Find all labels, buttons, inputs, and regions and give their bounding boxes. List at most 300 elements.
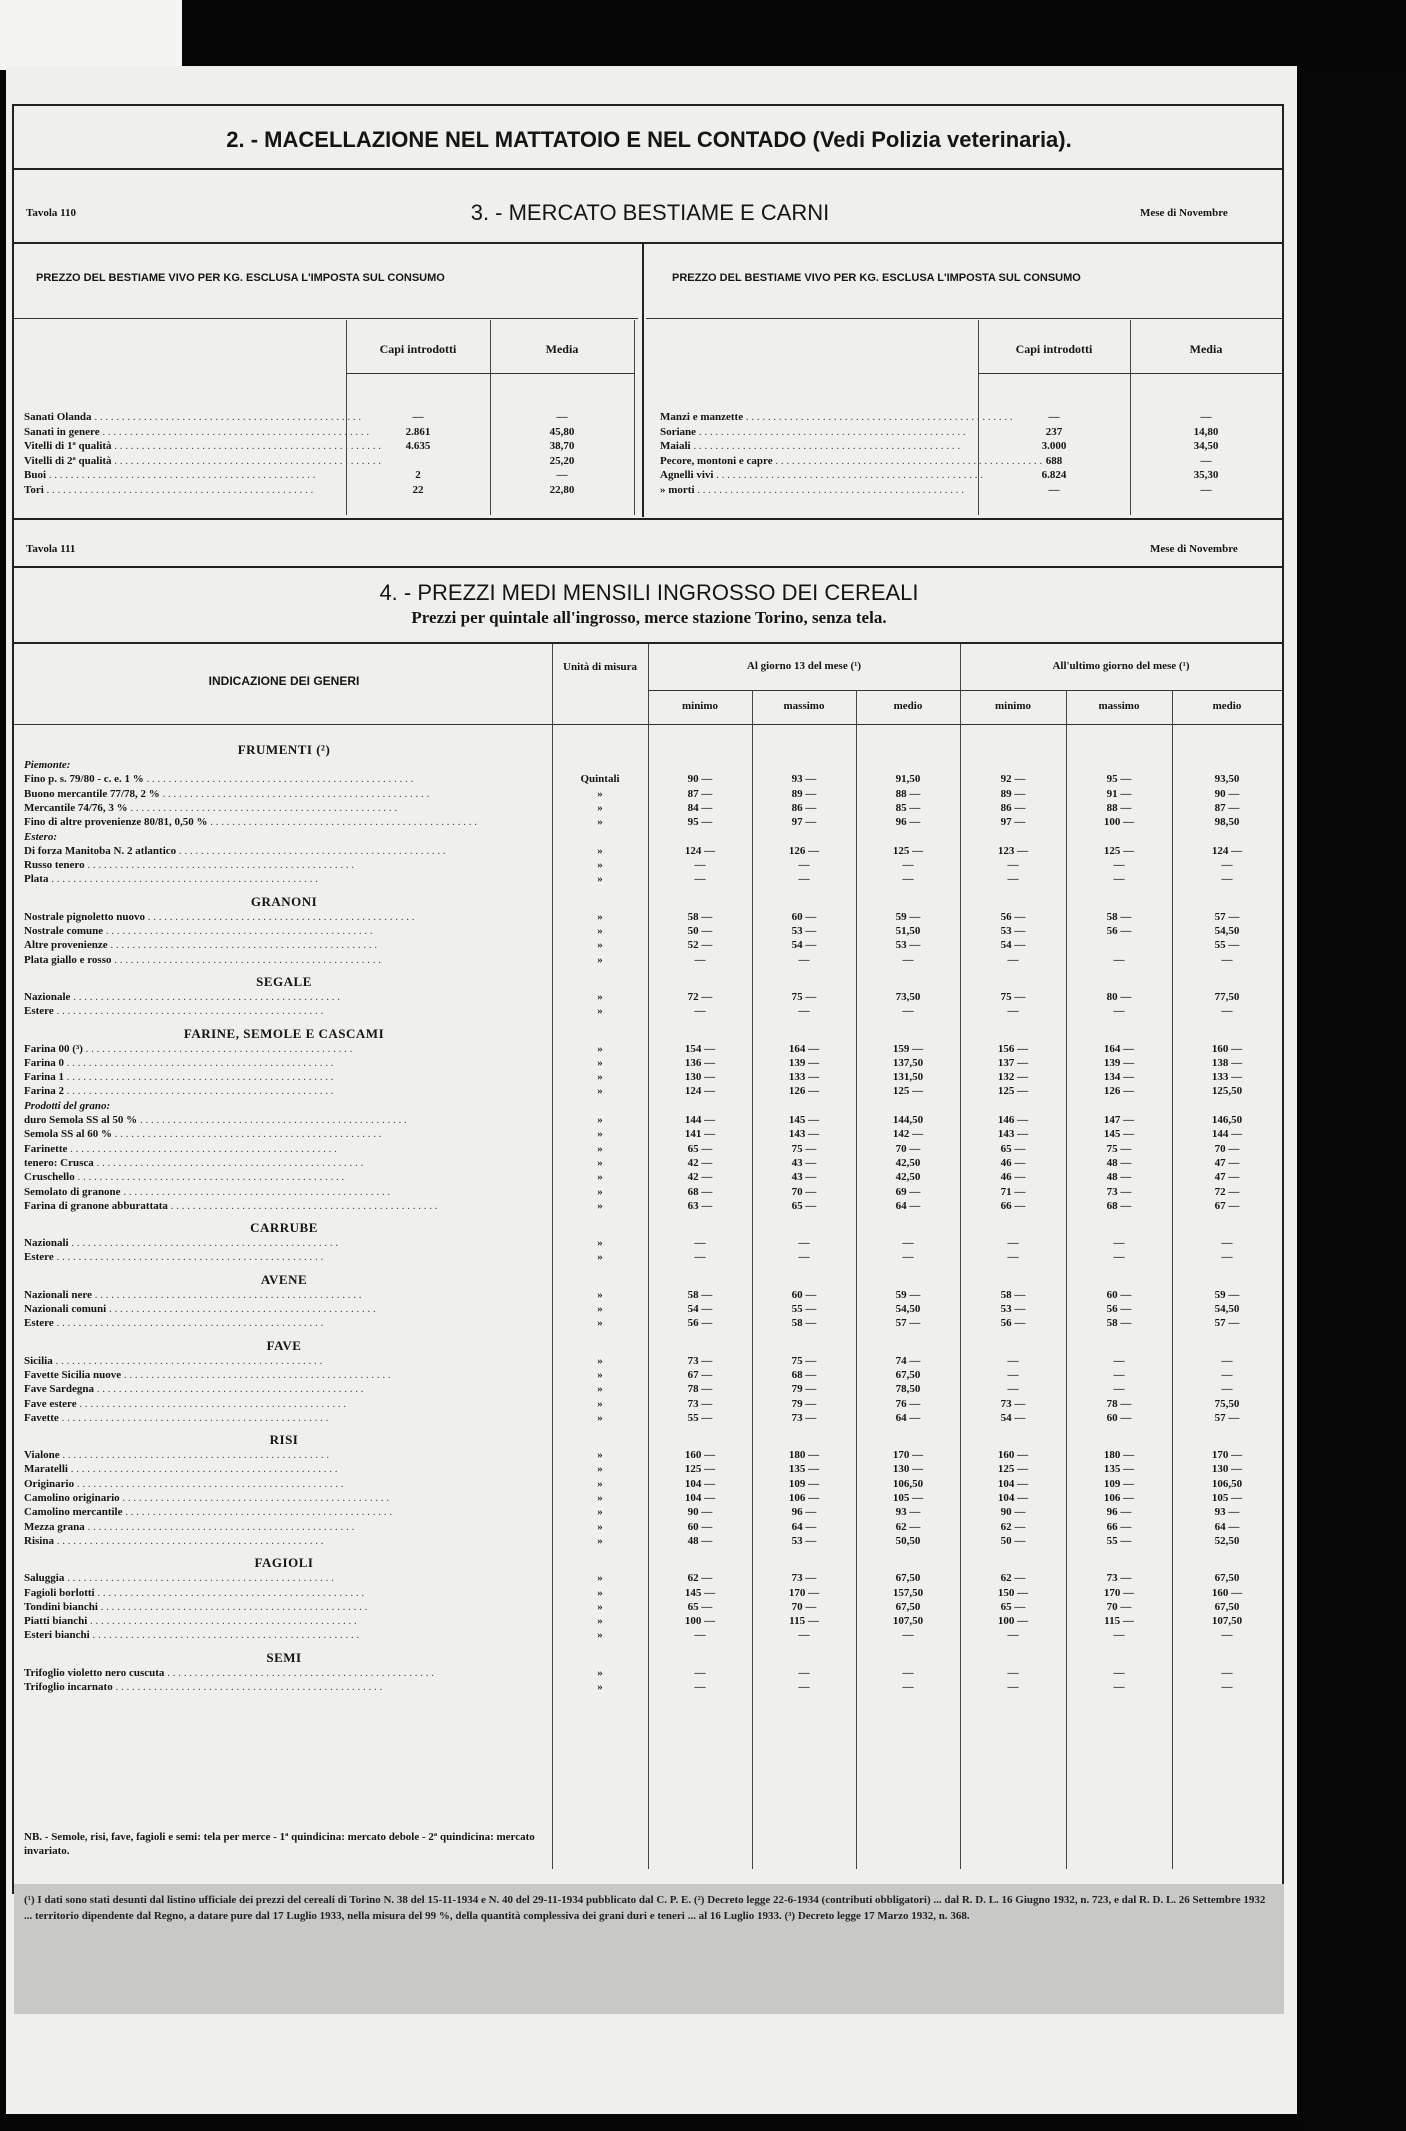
price-cell: 54 — bbox=[1000, 939, 1026, 952]
commodity-name: Nazionali nere bbox=[24, 1288, 92, 1301]
commodity-name: Farina di granone abburattata bbox=[24, 1199, 168, 1212]
price-cell: 130 — bbox=[892, 1463, 924, 1476]
unit-cell: » bbox=[597, 1572, 603, 1585]
price-cell: — bbox=[1007, 1368, 1019, 1381]
unit-cell: » bbox=[597, 1171, 603, 1184]
sub-header-medio: medio bbox=[1212, 700, 1242, 712]
section-heading: FAGIOLI bbox=[254, 1555, 314, 1571]
price-cell: 43 — bbox=[791, 1156, 817, 1169]
commodity-name: Fino di altre provenienze 80/81, 0,50 % bbox=[24, 816, 208, 829]
price-cell: 137 — bbox=[997, 1056, 1029, 1069]
price-cell: 73 — bbox=[687, 1397, 713, 1410]
price-cell: 71 — bbox=[1000, 1185, 1026, 1198]
commodity-label bbox=[24, 1071, 524, 1083]
livestock-media: 35,30 bbox=[1193, 469, 1219, 481]
price-cell: 48 — bbox=[1106, 1171, 1132, 1184]
price-cell: 132 — bbox=[997, 1071, 1029, 1084]
price-cell: 124 — bbox=[684, 1085, 716, 1098]
commodity-name: Camolino mercantile bbox=[24, 1506, 123, 1519]
commodity-name: Mezza grana bbox=[24, 1520, 85, 1533]
price-cell: 75 — bbox=[791, 990, 817, 1003]
price-cell: 75 — bbox=[1106, 1142, 1132, 1155]
price-cell: — bbox=[1221, 1681, 1233, 1693]
unit-cell: » bbox=[597, 910, 603, 923]
commodity-label bbox=[24, 1355, 524, 1367]
leader-dots: . . . . . . . . . . . . . . . . . . . . . . . . . . . . . . . . . . . . . . . . . . . . . . . . . bbox=[67, 1142, 337, 1155]
group-ultimo: All'ultimo giorno del mese (¹) bbox=[1052, 660, 1190, 672]
commodity-label bbox=[24, 1186, 524, 1198]
price-cell: 73 — bbox=[1000, 1397, 1026, 1410]
unit-cell: » bbox=[597, 1142, 603, 1155]
leader-dots: . . . . . . . . . . . . . . . . . . . . . . . . . . . . . . . . . . . . . . . . . . . . . . . . . bbox=[112, 1681, 383, 1693]
price-cell: 93 — bbox=[895, 1506, 921, 1519]
commodity-name: Nostrale comune bbox=[24, 925, 104, 937]
price-cell: 67 — bbox=[687, 1368, 713, 1381]
tavola-111: Tavola 111 bbox=[26, 543, 76, 555]
unit-cell: » bbox=[597, 1156, 603, 1169]
price-cell: 160 — bbox=[997, 1449, 1029, 1462]
commodity-name: Russo tenero bbox=[24, 859, 85, 872]
livestock-row-label bbox=[24, 425, 370, 438]
price-cell: — bbox=[902, 1251, 914, 1264]
commodity-label bbox=[24, 991, 524, 1003]
price-cell: 56 — bbox=[1000, 910, 1026, 923]
unit-cell: » bbox=[597, 939, 603, 952]
leader-dots: . . . . . . . . . . . . . . . . . . . . . . . . . . . . . . . . . . . . . . . . . . . . . . . . . bbox=[97, 1600, 368, 1613]
price-cell: 106,50 bbox=[892, 1477, 924, 1490]
commodity-label bbox=[24, 1667, 524, 1679]
price-cell: 64 — bbox=[895, 1411, 921, 1424]
commodity-label bbox=[24, 939, 524, 951]
price-cell: 56 — bbox=[1106, 1303, 1132, 1315]
price-cell: 57 — bbox=[895, 1317, 921, 1330]
price-cell: — bbox=[902, 1237, 914, 1250]
price-cell: 47 — bbox=[1214, 1156, 1240, 1169]
price-cell: 73 — bbox=[687, 1354, 713, 1367]
price-cell: 125 — bbox=[997, 1463, 1029, 1476]
price-cell: 77,50 bbox=[1214, 990, 1240, 1003]
leader-dots: . . . . . . . . . . . . . . . . . . . . . . . . . . . . . . . . . . . . . . . . . . . . . . . . . bbox=[93, 1156, 364, 1169]
leader-dots: . . . . . . . . . . . . . . . . . . . . . . . . . . . . . . . . . . . . . . . . . . . . . . . . . bbox=[67, 1463, 338, 1476]
leader-dots: . . . . . . . . . . . . . . . . . . . . . . . . . . . . . . . . . . . . . . . . . . . . . . . . . bbox=[64, 1071, 334, 1084]
price-cell: 138 — bbox=[1211, 1056, 1243, 1069]
price-cell: 62 — bbox=[1000, 1520, 1026, 1533]
commodity-name: Semola SS al 60 % bbox=[24, 1128, 113, 1141]
price-cell: — bbox=[902, 953, 914, 966]
price-cell: — bbox=[1113, 1666, 1125, 1679]
price-cell: 170 — bbox=[1103, 1586, 1135, 1599]
price-cell: 54 — bbox=[791, 939, 817, 952]
price-cell: 42 — bbox=[687, 1171, 713, 1184]
price-cell: — bbox=[1221, 1629, 1233, 1642]
price-cell: 54,50 bbox=[1214, 1303, 1240, 1315]
leader-dots: . . . . . . . . . . . . . . . . . . . . . . . . . . . . . . . . . . . . . . . . . . . . . . . . . bbox=[58, 1411, 329, 1424]
commodity-name: Favette Sicilia nuove bbox=[24, 1368, 122, 1381]
commodity-label bbox=[24, 1171, 524, 1183]
price-cell: — bbox=[1221, 1666, 1233, 1679]
price-cell: 46 — bbox=[1000, 1171, 1026, 1184]
unit-cell: » bbox=[597, 1492, 603, 1504]
leader-dots: . . . . . . . . . . . . . . . . . . . . . . . . . . . . . . . . . . . . . . . . . . . . . . . . . bbox=[176, 844, 446, 857]
livestock-media: — bbox=[1200, 454, 1212, 467]
commodity-name: Nazionali bbox=[24, 1237, 69, 1250]
price-cell: — bbox=[1221, 953, 1233, 966]
price-cell: — bbox=[1007, 1681, 1019, 1693]
row-label-text: Tori bbox=[24, 483, 44, 496]
price-cell: — bbox=[798, 859, 810, 872]
commodity-label bbox=[24, 1043, 524, 1055]
price-cell: 95 — bbox=[687, 816, 713, 829]
col-unita: Unità di misura bbox=[563, 661, 637, 673]
price-cell: 48 — bbox=[687, 1534, 713, 1547]
price-cell: 51,50 bbox=[895, 925, 921, 937]
price-cell: 135 — bbox=[1103, 1463, 1135, 1476]
price-cell: 89 — bbox=[791, 787, 817, 800]
price-cell: 54 — bbox=[1000, 1411, 1026, 1424]
price-cell: 105 — bbox=[892, 1492, 924, 1504]
price-cell: 170 — bbox=[788, 1586, 820, 1599]
livestock-row-label bbox=[24, 411, 362, 423]
price-cell: 54 — bbox=[687, 1303, 713, 1315]
price-cell: 104 — bbox=[684, 1477, 716, 1490]
section-heading: AVENE bbox=[260, 1271, 308, 1287]
price-cell: 104 — bbox=[997, 1492, 1029, 1504]
price-cell: — bbox=[694, 859, 706, 872]
price-cell: 73 — bbox=[791, 1411, 817, 1424]
price-cell: 107,50 bbox=[1211, 1615, 1243, 1628]
price-cell: 62 — bbox=[1000, 1572, 1026, 1585]
price-cell: 90 — bbox=[1214, 787, 1240, 800]
price-cell: 90 — bbox=[687, 773, 713, 786]
leader-dots: . . . . . . . . . . . . . . . . . . . . . . . . . . . . . . . . . . . . . . . . . . . . . . . . . bbox=[93, 1383, 364, 1396]
price-cell: 64 — bbox=[791, 1520, 817, 1533]
leader-dots: . . . . . . . . . . . . . . . . . . . . . . . . . . . . . . . . . . . . . . . . . . . . . . . . . bbox=[159, 787, 430, 800]
unit-cell: » bbox=[597, 1251, 603, 1264]
price-cell: 130 — bbox=[1211, 1463, 1243, 1476]
unit-cell: » bbox=[597, 1534, 603, 1547]
commodity-label bbox=[24, 1587, 524, 1599]
price-cell: 54,50 bbox=[1214, 925, 1240, 937]
section-heading: FRUMENTI (²) bbox=[237, 742, 331, 757]
price-cell: 160 — bbox=[1211, 1586, 1243, 1599]
leader-dots: . . . . . . . . . . . . . . . . . . . . . . . . . . . . . . . . . . . . . . . . . . . . . . . . . bbox=[48, 873, 318, 886]
section-heading: SEGALE bbox=[256, 973, 312, 989]
price-cell: 125 — bbox=[997, 1085, 1029, 1098]
price-cell: 64 — bbox=[895, 1199, 921, 1212]
price-cell: 73 — bbox=[791, 1572, 817, 1585]
section4-subtitle: Prezzi per quintale all'ingrosso, merce stazione Torino, senza tela. bbox=[411, 608, 887, 627]
price-cell: 143 — bbox=[997, 1128, 1029, 1141]
price-cell: 58 — bbox=[687, 1288, 713, 1301]
commodity-label bbox=[24, 954, 524, 966]
unit-cell: » bbox=[597, 1681, 603, 1693]
commodity-name: Cruschello bbox=[24, 1171, 75, 1184]
price-cell: — bbox=[798, 1666, 810, 1679]
price-cell: 97 — bbox=[791, 816, 817, 829]
leader-dots: . . . . . . . . . . . . . . . . . . . . . . . . . . . . . . . . . . . . . . . . . . . . . . . . . bbox=[143, 773, 414, 786]
section4-title: 4. - PREZZI MEDI MENSILI INGROSSO DEI CEREALI bbox=[379, 580, 919, 605]
unit-cell: » bbox=[597, 1071, 603, 1084]
price-cell: 60 — bbox=[687, 1520, 713, 1533]
price-cell: 54,50 bbox=[895, 1303, 921, 1315]
price-cell: 55 — bbox=[687, 1411, 713, 1424]
leader-dots: . . . . . . . . . . . . . . . . . . . . . . . . . . . . . . . . . . . . . . . . . . . . . . . . . bbox=[111, 440, 382, 452]
price-cell: — bbox=[1221, 859, 1233, 872]
livestock-capi: 2.861 bbox=[405, 425, 431, 438]
scan-border bbox=[1297, 66, 1406, 2131]
livestock-row-label bbox=[24, 469, 342, 481]
price-cell: 60 — bbox=[791, 1288, 817, 1301]
commodity-name: Mercantile 74/76, 3 % bbox=[24, 801, 128, 814]
commodity-label bbox=[24, 1506, 524, 1518]
price-cell: 65 — bbox=[687, 1600, 713, 1613]
commodity-name: Nazionale bbox=[24, 990, 71, 1003]
price-cell: 170 — bbox=[892, 1449, 924, 1462]
price-cell: — bbox=[694, 873, 706, 886]
price-cell: 55 — bbox=[791, 1303, 817, 1315]
leader-dots: . . . . . . . . . . . . . . . . . . . . . . . . . . . . . . . . . . . . . . . . . . . . . . . . . bbox=[84, 859, 355, 872]
commodity-name: Originario bbox=[24, 1477, 75, 1490]
price-cell: 91 — bbox=[1106, 787, 1132, 800]
price-cell: — bbox=[798, 1251, 810, 1264]
commodity-label bbox=[24, 1251, 524, 1263]
price-cell: 59 — bbox=[895, 910, 921, 923]
row-label-text: Soriane bbox=[660, 425, 697, 438]
commodity-label bbox=[24, 1317, 524, 1329]
leader-dots: . . . . . . . . . . . . . . . . . . . . . . . . . . . . . . . . . . . . . . . . . . . . . . . . . bbox=[43, 483, 314, 496]
leader-dots: . . . . . . . . . . . . . . . . . . . . . . . . . . . . . . . . . . . . . . . . . . . . . . . . . bbox=[127, 801, 398, 814]
price-cell: — bbox=[798, 1005, 810, 1018]
unit-cell: » bbox=[597, 1397, 603, 1410]
price-cell: — bbox=[1221, 1251, 1233, 1264]
unit-cell: » bbox=[597, 1506, 603, 1519]
sub-header-minimo: minimo bbox=[994, 700, 1032, 712]
price-cell: 53 — bbox=[895, 939, 921, 952]
unit-cell: » bbox=[597, 859, 603, 872]
leader-dots: . . . . . . . . . . . . . . . . . . . . . . . . . . . . . . . . . . . . . . . . . . . . . . . . . bbox=[106, 1303, 376, 1315]
price-cell: 124 — bbox=[684, 844, 716, 857]
unit-cell: » bbox=[597, 1199, 603, 1212]
price-cell: 92 — bbox=[1000, 773, 1026, 786]
livestock-capi: — bbox=[412, 411, 424, 423]
price-cell: — bbox=[902, 1629, 914, 1642]
left-col-media: Media bbox=[545, 342, 579, 356]
price-cell: 73 — bbox=[1106, 1572, 1132, 1585]
commodity-name: duro Semola SS al 50 % bbox=[24, 1114, 138, 1126]
price-cell: 42,50 bbox=[895, 1156, 921, 1169]
leader-dots: . . . . . . . . . . . . . . . . . . . . . . . . . . . . . . . . . . . . . . . . . . . . . . . . . bbox=[122, 1506, 392, 1519]
commodity-label bbox=[24, 1601, 524, 1613]
price-cell: — bbox=[694, 1681, 706, 1693]
price-cell: 69 — bbox=[895, 1185, 921, 1198]
price-cell: 154 — bbox=[684, 1042, 716, 1055]
price-cell: — bbox=[1007, 1666, 1019, 1679]
price-cell: 160 — bbox=[684, 1449, 716, 1462]
page-number: 41 bbox=[1262, 2040, 1282, 2062]
commodity-label bbox=[24, 911, 524, 923]
price-cell: 58 — bbox=[1106, 1317, 1132, 1330]
livestock-capi: 237 bbox=[1045, 425, 1063, 438]
price-cell: 62 — bbox=[687, 1572, 713, 1585]
unit-cell: » bbox=[597, 801, 603, 814]
commodity-label bbox=[24, 1521, 524, 1533]
commodity-label bbox=[24, 773, 524, 785]
price-cell: 53 — bbox=[791, 1534, 817, 1547]
price-cell: 59 — bbox=[895, 1288, 921, 1301]
price-cell: 53 — bbox=[791, 925, 817, 937]
price-cell: 136 — bbox=[684, 1056, 716, 1069]
commodity-name: Fino p. s. 79/80 - c. e. 1 % bbox=[24, 773, 144, 786]
commodity-name: tenero: Crusca bbox=[24, 1156, 94, 1169]
commodity-label bbox=[24, 1200, 524, 1212]
commodity-label bbox=[24, 1085, 524, 1097]
commodity-label bbox=[24, 925, 524, 937]
commodity-name: Estere bbox=[24, 1251, 54, 1264]
commodity-label bbox=[24, 1303, 524, 1315]
commodity-label bbox=[24, 1398, 524, 1410]
price-cell: 106,50 bbox=[1211, 1477, 1243, 1490]
section-heading: RISI bbox=[269, 1432, 299, 1448]
livestock-media: 45,80 bbox=[549, 425, 575, 438]
price-cell: — bbox=[1113, 859, 1125, 872]
price-cell: 76 — bbox=[895, 1397, 921, 1410]
leader-dots: . . . . . . . . . . . . . . . . . . . . . . . . . . . . . . . . . . . . . . . . . . . . . . . . . bbox=[164, 1666, 434, 1679]
leader-dots: . . . . . . . . . . . . . . . . . . . . . . . . . . . . . . . . . . . . . . . . . . . . . . . . . bbox=[91, 1288, 362, 1301]
livestock-capi: 3.000 bbox=[1041, 440, 1067, 452]
section-heading: FAVE bbox=[266, 1337, 302, 1353]
price-cell: 58 — bbox=[687, 910, 713, 923]
unit-cell: » bbox=[597, 1042, 603, 1055]
price-cell: 145 — bbox=[788, 1114, 820, 1126]
price-cell: 144,50 bbox=[892, 1114, 924, 1126]
price-cell: 73 — bbox=[1106, 1185, 1132, 1198]
row-label-text: » morti bbox=[660, 483, 695, 496]
unit-cell: » bbox=[597, 1128, 603, 1141]
price-cell: 87 — bbox=[1214, 801, 1240, 814]
price-cell: 88 — bbox=[895, 787, 921, 800]
unit-cell: » bbox=[597, 1303, 603, 1315]
livestock-capi: 4.635 bbox=[405, 440, 431, 452]
row-label-text: Agnelli vivi bbox=[660, 469, 714, 481]
commodity-name: Risina bbox=[24, 1534, 54, 1547]
unit-cell: » bbox=[597, 787, 603, 800]
price-cell: 79 — bbox=[791, 1397, 817, 1410]
price-cell: 67,50 bbox=[1214, 1572, 1240, 1585]
price-cell: 139 — bbox=[1103, 1056, 1135, 1069]
price-cell: 67,50 bbox=[895, 1572, 921, 1585]
price-cell: — bbox=[1113, 953, 1125, 966]
price-cell: 55 — bbox=[1214, 939, 1240, 952]
leader-dots: . . . . . . . . . . . . . . . . . . . . . . . . . . . . . . . . . . . . . . . . . . . . . . . . . bbox=[111, 953, 381, 966]
price-cell: — bbox=[694, 1237, 706, 1250]
section3-month: Mese di Novembre bbox=[1140, 207, 1228, 219]
row-label-text: Maiali bbox=[660, 440, 691, 452]
price-cell: — bbox=[1113, 1237, 1125, 1250]
price-cell: 150 — bbox=[997, 1586, 1029, 1599]
price-cell: 141 — bbox=[684, 1128, 716, 1141]
price-cell: 58 — bbox=[1106, 910, 1132, 923]
commodity-label bbox=[24, 802, 524, 814]
commodity-name: Nazionali comuni bbox=[24, 1303, 107, 1315]
leader-dots: . . . . . . . . . . . . . . . . . . . . . . . . . . . . . . . . . . . . . . . . . . . . . . . . . bbox=[64, 1085, 334, 1098]
leader-dots: . . . . . . . . . . . . . . . . . . . . . . . . . . . . . . . . . . . . . . . . . . . . . . . . . bbox=[94, 1586, 365, 1599]
price-cell: 55 — bbox=[1106, 1534, 1132, 1547]
leader-dots: . . . . . . . . . . . . . . . . . . . . . . . . . . . . . . . . . . . . . . . . . . . . . . . . . bbox=[137, 1114, 407, 1126]
price-cell: 75 — bbox=[1000, 990, 1026, 1003]
price-cell: 123 — bbox=[997, 844, 1029, 857]
sub-header-minimo: minimo bbox=[681, 700, 719, 712]
price-cell: 130 — bbox=[684, 1071, 716, 1084]
leader-dots: . . . . . . . . . . . . . . . . . . . . . . . . . . . . . . . . . . . . . . . . . . . . . . . . . bbox=[91, 411, 362, 423]
price-cell: 70 — bbox=[791, 1600, 817, 1613]
price-cell: — bbox=[798, 953, 810, 966]
sub-header-medio: medio bbox=[893, 700, 923, 712]
price-cell: 68 — bbox=[1106, 1199, 1132, 1212]
commodity-label bbox=[24, 1478, 524, 1490]
unit-cell: » bbox=[597, 990, 603, 1003]
price-cell: 75 — bbox=[791, 1142, 817, 1155]
price-cell: 160 — bbox=[1211, 1042, 1243, 1055]
section4-month: Mese di Novembre bbox=[1150, 543, 1238, 555]
livestock-media: 22,80 bbox=[549, 483, 575, 496]
livestock-media: 14,80 bbox=[1193, 425, 1219, 438]
price-cell: 67,50 bbox=[895, 1368, 921, 1381]
price-cell: 68 — bbox=[687, 1185, 713, 1198]
leader-dots: . . . . . . . . . . . . . . . . . . . . . . . . . . . . . . . . . . . . . . . . . . . . . . . . . bbox=[167, 1199, 438, 1212]
livestock-capi: — bbox=[1048, 483, 1060, 496]
price-cell: 86 — bbox=[1000, 801, 1026, 814]
unit-cell: » bbox=[597, 925, 603, 937]
price-cell: 78 — bbox=[687, 1383, 713, 1396]
unit-cell: » bbox=[597, 1520, 603, 1533]
price-cell: 57 — bbox=[1214, 910, 1240, 923]
price-cell: 48 — bbox=[1106, 1156, 1132, 1169]
subgroup-label: Estero: bbox=[24, 830, 57, 843]
sub-header-massimo: massimo bbox=[1098, 700, 1140, 712]
price-cell: 74 — bbox=[895, 1354, 921, 1367]
price-cell: 100 — bbox=[997, 1615, 1029, 1628]
price-cell: — bbox=[902, 873, 914, 886]
left-col-capi: Capi introdotti bbox=[379, 342, 457, 356]
price-cell: 144 — bbox=[684, 1114, 716, 1126]
commodity-label bbox=[24, 1143, 524, 1155]
price-cell: 70 — bbox=[1106, 1600, 1132, 1613]
commodity-name: Fave estere bbox=[24, 1397, 77, 1410]
price-cell: 70 — bbox=[791, 1185, 817, 1198]
unit-cell: » bbox=[597, 1114, 603, 1126]
commodity-name: Esteri bianchi bbox=[24, 1629, 90, 1642]
price-cell: 125 — bbox=[1103, 844, 1135, 857]
price-cell: — bbox=[1221, 1368, 1233, 1381]
price-cell: 56 — bbox=[687, 1317, 713, 1330]
unit-cell: » bbox=[597, 1449, 603, 1462]
livestock-row-label bbox=[660, 469, 983, 481]
price-cell: — bbox=[1007, 859, 1019, 872]
price-cell: 104 — bbox=[684, 1492, 716, 1504]
price-cell: 107,50 bbox=[892, 1615, 924, 1628]
leader-dots: . . . . . . . . . . . . . . . . . . . . . . . . . . . . . . . . . . . . . . . . . . . . . . . . . bbox=[53, 1005, 324, 1018]
commodity-label bbox=[24, 1615, 524, 1627]
price-cell: 164 — bbox=[1103, 1042, 1135, 1055]
price-cell: — bbox=[798, 873, 810, 886]
price-cell: 86 — bbox=[791, 801, 817, 814]
commodity-name: Sicilia bbox=[24, 1354, 53, 1367]
price-cell: 105 — bbox=[1211, 1492, 1243, 1504]
row-label-text: Pecore, montoni e capre bbox=[660, 454, 773, 467]
price-cell: 65 — bbox=[687, 1142, 713, 1155]
livestock-capi: 6.824 bbox=[1041, 469, 1067, 481]
price-cell: 58 — bbox=[791, 1317, 817, 1330]
